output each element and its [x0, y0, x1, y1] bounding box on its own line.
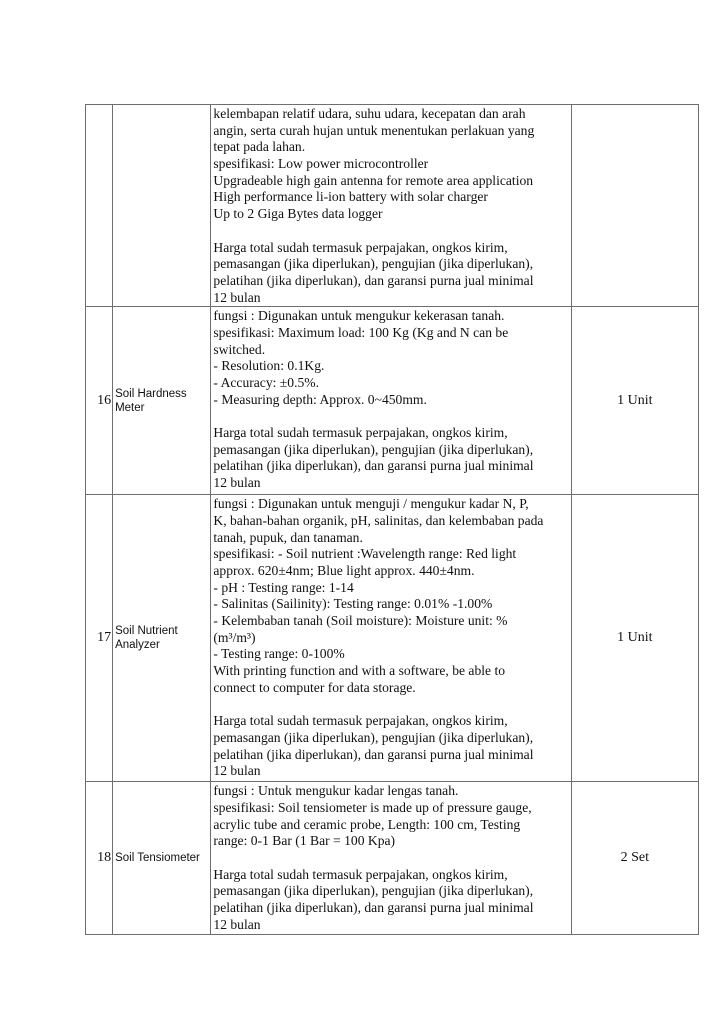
description-line: Upgradeable high gain antenna for remote area application — [213, 172, 534, 188]
item-quantity — [571, 105, 698, 307]
item-number: 18 — [86, 782, 113, 935]
equipment-spec-table — [85, 104, 699, 935]
description-line: spesifikasi: - Soil nutrient :Wavelength range: Red light — [213, 546, 517, 562]
item-number: 17 — [86, 495, 113, 782]
description-line: pemasangan (jika diperlukan), pengujian (jika diperlukan), — [213, 729, 534, 745]
description-spacer — [213, 697, 570, 714]
description-line: High performance li-ion battery with solar charger — [213, 189, 488, 205]
description-line: 12 bulan — [213, 289, 261, 305]
table-body — [86, 105, 699, 935]
item-description — [211, 782, 571, 935]
description-line: Harga total sudah termasuk perpajakan, ongkos kirim, — [213, 425, 508, 441]
description-line: 12 bulan — [213, 916, 261, 932]
description-line: - Testing range: 0-100% — [213, 646, 345, 662]
item-description — [211, 105, 571, 307]
description-line: pelatihan (jika diperlukan), dan garansi purna jual minimal — [213, 458, 534, 474]
description-line: fungsi : Untuk mengukur kadar lengas tanah. — [213, 783, 459, 799]
description-line: - Salinitas (Sailinity): Testing range: 0.01% -1.00% — [213, 596, 493, 612]
description-line: pelatihan (jika diperlukan), dan garansi purna jual minimal — [213, 746, 534, 762]
item-quantity: 1 Unit — [571, 307, 698, 495]
item-description — [211, 495, 571, 782]
description-line: approx. 620±4nm; Blue light approx. 440±4nm. — [213, 563, 475, 578]
item-name: Soil Tensiometer — [113, 782, 211, 935]
table-row — [86, 307, 699, 495]
description-line: pemasangan (jika diperlukan), pengujian (jika diperlukan), — [213, 883, 534, 899]
description-line: - pH : Testing range: 1-14 — [213, 579, 354, 595]
table-row — [86, 495, 699, 782]
description-line: angin, serta curah hujan untuk menentukan perlakuan yang — [213, 122, 535, 138]
description-line: pemasangan (jika diperlukan), pengujian (jika diperlukan), — [213, 441, 534, 457]
description-line: spesifikasi: Maximum load: 100 Kg (Kg and N can be — [213, 324, 509, 340]
description-line: acrylic tube and ceramic probe, Length: 100 cm, Testing — [213, 816, 521, 832]
item-quantity: 2 Set — [571, 782, 698, 935]
description-line: (m³/m³) — [213, 629, 256, 645]
description-line: Harga total sudah termasuk perpajakan, ongkos kirim, — [213, 239, 508, 255]
description-line: 12 bulan — [213, 763, 261, 779]
description-line: - Resolution: 0.1Kg. — [213, 358, 325, 374]
description-line: tanah, pupuk, dan tanaman. — [213, 529, 363, 545]
item-name: Soil Nutrient Analyzer — [113, 495, 211, 782]
description-line: pelatihan (jika diperlukan), dan garansi purna jual minimal — [213, 900, 534, 916]
item-number — [86, 105, 113, 307]
description-line: kelembapan relatif udara, suhu udara, kecepatan dan arah — [213, 106, 526, 121]
description-line: switched. — [213, 341, 266, 357]
item-name — [113, 105, 211, 307]
description-line: With printing function and with a software, be able to — [213, 663, 506, 679]
item-number: 16 — [86, 307, 113, 495]
description-line: - Accuracy: ±0.5%. — [213, 375, 319, 390]
description-line: - Kelembaban tanah (Soil moisture): Moisture unit: % — [213, 613, 508, 629]
table-row — [86, 105, 699, 307]
description-line: tepat pada lahan. — [213, 139, 306, 155]
description-line: fungsi : Digunakan untuk mengukur kekerasan tanah. — [213, 308, 505, 324]
description-line: Up to 2 Giga Bytes data logger — [213, 206, 383, 222]
item-quantity: 1 Unit — [571, 495, 698, 782]
description-line: Harga total sudah termasuk perpajakan, ongkos kirim, — [213, 713, 508, 729]
description-line: - Measuring depth: Approx. 0~450mm. — [213, 391, 427, 407]
description-line: K, bahan-bahan organik, pH, salinitas, dan kelembaban pada — [213, 512, 544, 528]
description-line: pelatihan (jika diperlukan), dan garansi purna jual minimal — [213, 272, 534, 288]
description-line: spesifikasi: Low power microcontroller — [213, 156, 429, 172]
description-line: 12 bulan — [213, 475, 261, 491]
description-spacer — [213, 223, 570, 240]
description-line: Harga total sudah termasuk perpajakan, ongkos kirim, — [213, 866, 508, 882]
item-description — [211, 307, 571, 495]
description-spacer — [213, 408, 570, 425]
description-line: fungsi : Digunakan untuk menguji / mengukur kadar N, P, — [213, 496, 529, 512]
table-row — [86, 782, 699, 935]
description-line: pemasangan (jika diperlukan), pengujian (jika diperlukan), — [213, 256, 534, 272]
item-name: Soil Hardness Meter — [113, 307, 211, 495]
description-line: connect to computer for data storage. — [213, 679, 416, 695]
description-line: range: 0-1 Bar (1 Bar = 100 Kpa) — [213, 833, 396, 849]
description-spacer — [213, 850, 570, 867]
description-line: spesifikasi: Soil tensiometer is made up of pressure gauge, — [213, 799, 532, 815]
